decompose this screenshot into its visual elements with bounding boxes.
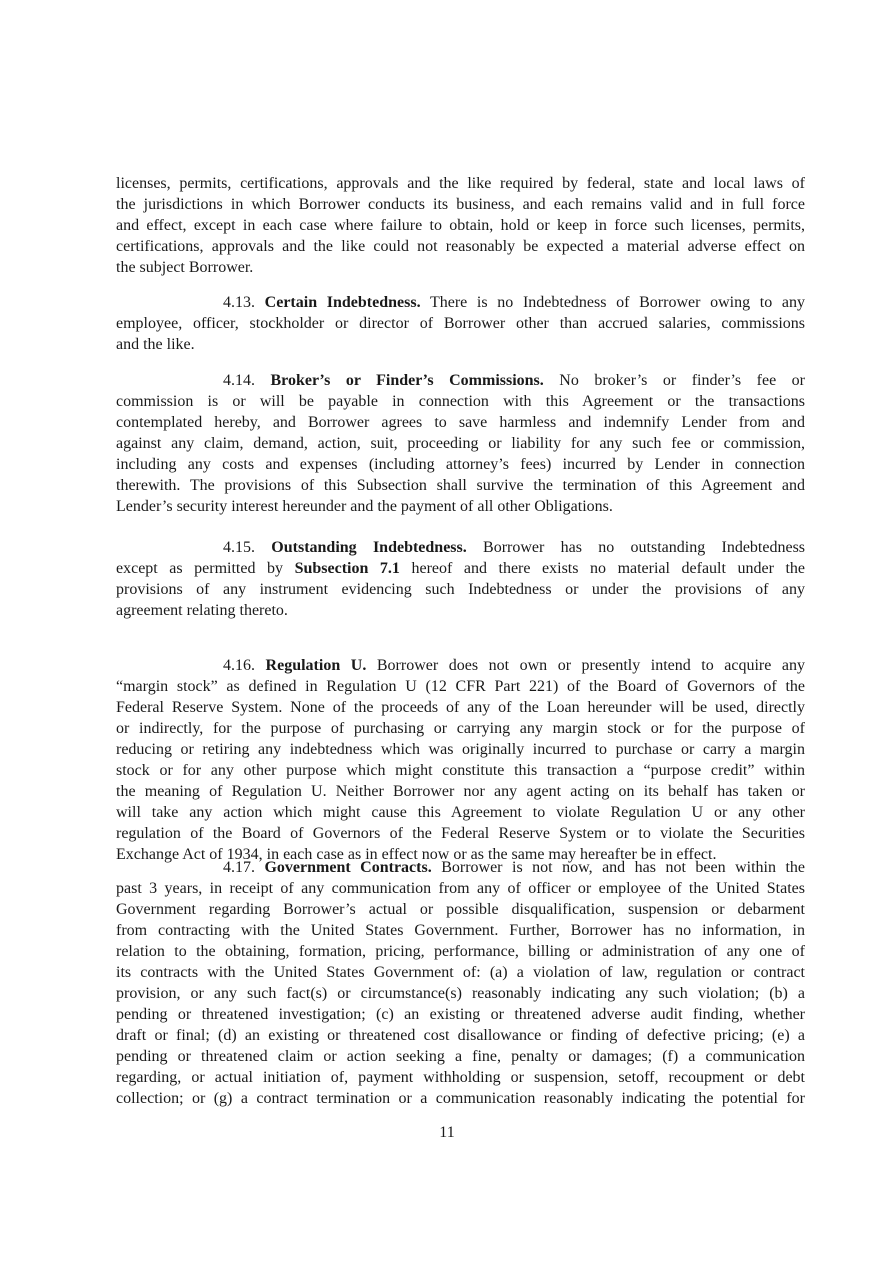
text-line [116,1025,805,1046]
text-line [116,236,805,257]
text-run: pending or threatened investigation; (c) an existing or threatened adverse audit finding, whether [116,1006,805,1023]
section-heading: Outstanding Indebtedness. [271,539,467,556]
text-line [116,676,805,697]
text-run: its contracts with the United States Government of: (a) a violation of law, regulation or contract [116,964,805,981]
section-heading: Regulation U. [265,657,367,674]
text-run: Exchange Act of 1934, in each case as in effect now or as the same may hereafter be in effect. [116,846,717,863]
text-run: licenses, permits, certifications, approvals and the like required by federal, state and local laws of [116,175,805,192]
text-line [116,496,805,517]
section-4-16 [116,655,805,865]
text-run: the meaning of Regulation U. Neither Borrower nor any agent acting on its behalf has taken or [116,783,805,800]
text-line [116,655,805,676]
text-run: 4.17. [223,859,265,876]
text-run: regarding, or actual initiation of, payment withholding or suspension, setoff, recoupment or debt [116,1069,805,1086]
text-run: from contracting with the United States Government. Further, Borrower has no information, in [116,922,805,939]
text-line [116,983,805,1004]
text-run: There is no Indebtedness of Borrower owing to any [420,294,806,311]
text-run: therewith. The provisions of this Subsection shall survive the termination of this Agreement and [116,477,805,494]
text-line [116,579,805,600]
section-heading: Broker’s or Finder’s Commissions. [270,372,544,389]
text-run: draft or final; (d) an existing or threatened cost disallowance or finding of defective pricing; (e) a [116,1027,805,1044]
text-line [116,802,805,823]
text-line [116,1046,805,1067]
text-line [116,313,805,334]
text-run: and effect, except in each case where failure to obtain, hold or keep in force such licenses, permits, [116,217,805,234]
text-run: 4.16. [223,657,266,674]
text-run: employee, officer, stockholder or director of Borrower other than accrued salaries, commissions [116,315,805,332]
text-line [116,1067,805,1088]
text-run: including any costs and expenses (including attorney’s fees) incurred by Lender in connection [116,456,805,473]
text-run: Lender’s security interest hereunder and the payment of all other Obligations. [116,498,613,515]
text-run: Borrower has no outstanding Indebtedness [466,539,806,556]
text-line [116,537,805,558]
text-line [116,475,805,496]
text-run: certifications, approvals and the like could not reasonably be expected a material adverse effect on [116,238,805,255]
text-run: contemplated hereby, and Borrower agrees to save harmless and indemnify Lender from and [116,414,805,431]
text-line [116,781,805,802]
text-run: commission is or will be payable in connection with this Agreement or the transactions [116,393,805,410]
text-line [116,857,805,878]
text-line [116,697,805,718]
text-line [116,1004,805,1025]
text-line [116,899,805,920]
section-heading: Certain Indebtedness. [264,294,421,311]
text-line [116,1088,805,1109]
text-line [116,370,805,391]
text-run: agreement relating thereto. [116,602,288,619]
text-line [116,920,805,941]
section-4-17 [116,857,805,1109]
text-run: regulation of the Board of Governors of the Federal Reserve System or to violate the Securities [116,825,805,842]
paragraph-continuation [116,173,805,278]
text-line [116,433,805,454]
page-number: 11 [439,1124,455,1141]
section-4-14 [116,370,805,517]
text-run: hereof and there exists no material default under the [399,560,806,577]
text-run: collection; or (g) a contract termination or a communication reasonably indicating the potential for [116,1090,805,1107]
text-line [116,334,805,355]
text-run: 4.14. [223,372,271,389]
text-run: stock or for any other purpose which might constitute this transaction a “purpose credit” within [116,762,805,779]
text-run: the jurisdictions in which Borrower conducts its business, and each remains valid and in full force [116,196,805,213]
text-run: Government regarding Borrower’s actual or possible disqualification, suspension or debarment [116,901,805,918]
text-line [116,173,805,194]
text-run: pending or threatened claim or action seeking a fine, penalty or damages; (f) a communication [116,1048,805,1065]
text-line [116,600,805,621]
text-line [116,454,805,475]
text-run: reducing or retiring any indebtedness which was originally incurred to purchase or carry a margin [116,741,805,758]
text-run: will take any action which might cause this Agreement to violate Regulation U or any other [116,804,805,821]
text-line [116,292,805,313]
text-line [116,941,805,962]
text-run: the subject Borrower. [116,259,254,276]
text-line [116,194,805,215]
text-run: provision, or any such fact(s) or circumstance(s) reasonably indicating any such violation; (b) a [116,985,805,1002]
text-line [116,718,805,739]
text-line [116,760,805,781]
text-line [116,215,805,236]
text-line [116,412,805,433]
text-run: “margin stock” as defined in Regulation U (12 CFR Part 221) of the Board of Governors of the [116,678,805,695]
text-run: 4.15. [223,539,272,556]
text-line [116,257,805,278]
section-heading: Subsection 7.1 [294,560,400,577]
text-run: against any claim, demand, action, suit, proceeding or liability for any such fee or commission, [116,435,805,452]
section-heading: Government Contracts. [264,859,432,876]
text-run: Borrower does not own or presently intend to acquire any [366,657,806,674]
text-run: past 3 years, in receipt of any communication from any of officer or employee of the United States [116,880,805,897]
text-line [116,391,805,412]
text-run: except as permitted by [116,560,295,577]
text-line [116,739,805,760]
text-run: No broker’s or finder’s fee or [543,372,806,389]
text-run: Borrower is not now, and has not been within the [431,859,805,876]
section-4-13 [116,292,805,355]
text-run: relation to the obtaining, formation, pricing, performance, billing or administration of any one of [116,943,805,960]
text-run: 4.13. [223,294,265,311]
text-line [116,823,805,844]
text-line [116,878,805,899]
text-line [116,558,805,579]
section-4-15 [116,537,805,621]
text-run: and the like. [116,336,195,353]
text-run: or indirectly, for the purpose of purchasing or carrying any margin stock or for the purpose of [116,720,805,737]
text-line [116,962,805,983]
text-run: provisions of any instrument evidencing such Indebtedness or under the provisions of any [116,581,805,598]
text-run: Federal Reserve System. None of the proceeds of any of the Loan hereunder will be used, directly [116,699,805,716]
